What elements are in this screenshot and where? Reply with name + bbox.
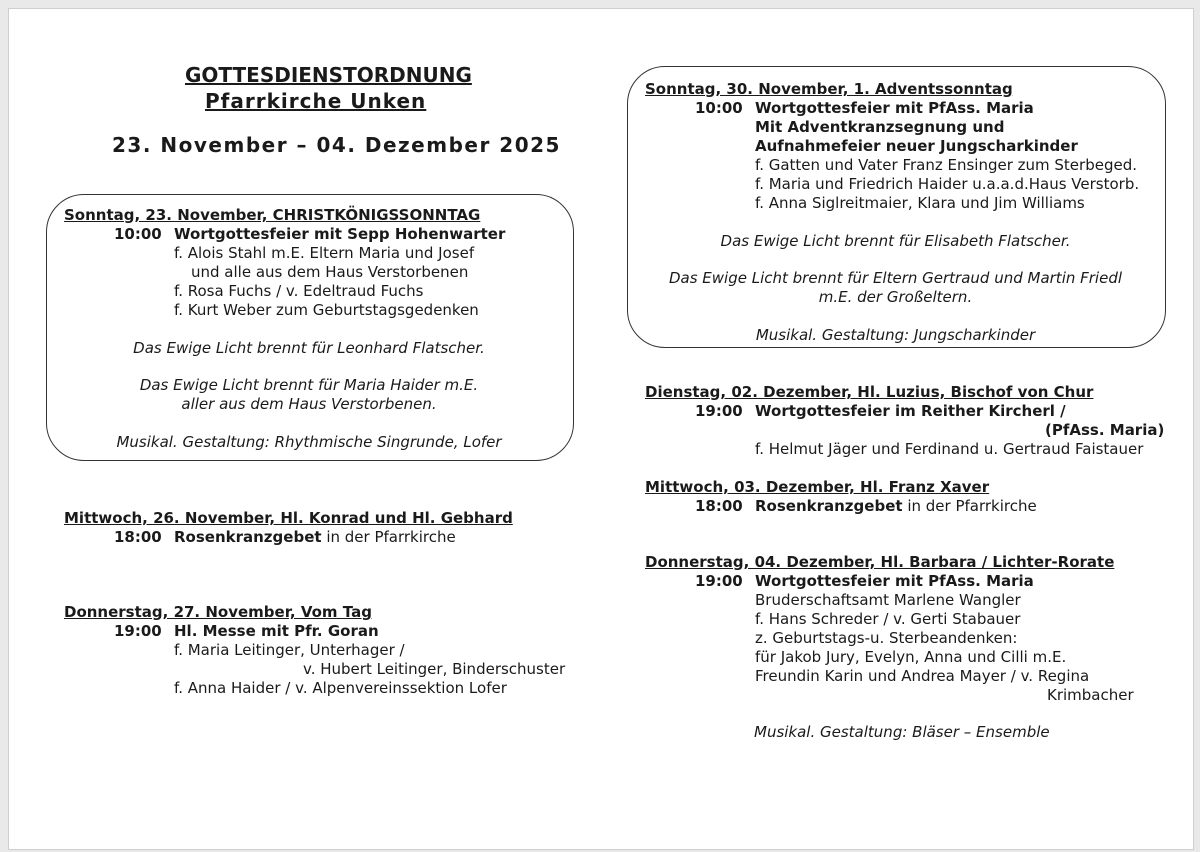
- sunday-30-service: Mit Adventkranzsegnung und: [755, 118, 1005, 136]
- thursday-04-intention: z. Geburtstags-u. Sterbeandenken:: [755, 629, 1018, 647]
- sunday-23-service: Wortgottesfeier mit Sepp Hohenwarter: [174, 225, 506, 243]
- thursday-04-time: 19:00: [695, 572, 743, 590]
- thursday-04-music: Musikal. Gestaltung: Bläser – Ensemble: [754, 723, 1050, 741]
- tuesday-02-service-celebrant: (PfAss. Maria): [1045, 421, 1165, 439]
- sunday-30-light: m.E. der Großeltern.: [818, 288, 973, 306]
- sunday-23-light: aller aus dem Haus Verstorbenen.: [181, 395, 437, 413]
- sunday-30-heading: Sonntag, 30. November, 1. Adventssonntag: [645, 80, 1013, 98]
- sunday-23-music: Musikal. Gestaltung: Rhythmische Singrunde, Lofer: [116, 433, 502, 451]
- sunday-30-time: 10:00: [695, 99, 743, 117]
- wednesday-26-service: Rosenkranzgebet in der Pfarrkirche: [174, 528, 456, 546]
- sunday-30-service: Wortgottesfeier mit PfAss. Maria: [755, 99, 1034, 117]
- wednesday-03-service: Rosenkranzgebet in der Pfarrkirche: [755, 497, 1037, 515]
- sunday-23-light: Das Ewige Licht brennt für Leonhard Flatscher.: [133, 339, 485, 357]
- sunday-23-intention: f. Alois Stahl m.E. Eltern Maria und Josef: [174, 244, 475, 262]
- thursday-04-intention: Krimbacher: [1047, 686, 1134, 704]
- sunday-30-intention: f. Maria und Friedrich Haider u.a.a.d.Haus Verstorb.: [755, 175, 1140, 193]
- sunday-30-intention: f. Gatten und Vater Franz Ensinger zum Sterbeged.: [755, 156, 1137, 174]
- tuesday-02-time: 19:00: [695, 402, 743, 420]
- thursday-27-intention: v. Hubert Leitinger, Binderschuster: [303, 660, 566, 678]
- tuesday-02-heading: Dienstag, 02. Dezember, Hl. Luzius, Bischof von Chur: [645, 383, 1094, 401]
- wednesday-03-heading: Mittwoch, 03. Dezember, Hl. Franz Xaver: [645, 478, 990, 496]
- sunday-23-intention: f. Kurt Weber zum Geburtstagsgedenken: [174, 301, 479, 319]
- sunday-30-light: Das Ewige Licht brennt für Eltern Gertraud und Martin Friedl: [668, 269, 1123, 287]
- document-title: GOTTESDIENSTORDNUNG: [185, 63, 472, 87]
- sunday-23-light: Das Ewige Licht brennt für Maria Haider m.E.: [139, 376, 479, 394]
- sunday-30-service: Aufnahmefeier neuer Jungscharkinder: [755, 137, 1078, 155]
- thursday-04-intention: Bruderschaftsamt Marlene Wangler: [755, 591, 1021, 609]
- sunday-30-light: Das Ewige Licht brennt für Elisabeth Flatscher.: [720, 232, 1071, 250]
- thursday-04-service: Wortgottesfeier mit PfAss. Maria: [755, 572, 1034, 590]
- sunday-23-heading: Sonntag, 23. November, CHRISTKÖNIGSSONNTAG: [64, 206, 481, 224]
- thursday-27-intention: f. Anna Haider / v. Alpenvereinssektion Lofer: [174, 679, 507, 697]
- thursday-27-heading: Donnerstag, 27. November, Vom Tag: [64, 603, 372, 621]
- sunday-23-intention: und alle aus dem Haus Verstorbenen: [191, 263, 469, 281]
- sunday-30-music: Musikal. Gestaltung: Jungscharkinder: [755, 326, 1036, 344]
- wednesday-03-time: 18:00: [695, 497, 743, 515]
- church-name: Pfarrkirche Unken: [205, 89, 427, 113]
- date-range: 23. November – 04. Dezember 2025: [112, 133, 561, 157]
- thursday-27-time: 19:00: [114, 622, 162, 640]
- wednesday-26-heading: Mittwoch, 26. November, Hl. Konrad und Hl. Gebhard: [64, 509, 513, 527]
- tuesday-02-intention: f. Helmut Jäger und Ferdinand u. Gertraud Faistauer: [755, 440, 1144, 458]
- thursday-04-intention: Freundin Karin und Andrea Mayer / v. Regina: [755, 667, 1090, 685]
- tuesday-02-service: Wortgottesfeier im Reither Kircherl /: [755, 402, 1066, 420]
- sunday-23-intention: f. Rosa Fuchs / v. Edeltraud Fuchs: [174, 282, 424, 300]
- thursday-04-intention: f. Hans Schreder / v. Gerti Stabauer: [755, 610, 1021, 628]
- sunday-30-intention: f. Anna Siglreitmaier, Klara und Jim Williams: [755, 194, 1085, 212]
- document-page: [8, 8, 1194, 850]
- thursday-27-service: Hl. Messe mit Pfr. Goran: [174, 622, 379, 640]
- thursday-04-heading: Donnerstag, 04. Dezember, Hl. Barbara / Lichter-Rorate: [645, 553, 1115, 571]
- thursday-27-intention: f. Maria Leitinger, Unterhager /: [174, 641, 405, 659]
- thursday-04-intention: für Jakob Jury, Evelyn, Anna und Cilli m.E.: [755, 648, 1067, 666]
- sunday-23-time: 10:00: [114, 225, 162, 243]
- wednesday-26-time: 18:00: [114, 528, 162, 546]
